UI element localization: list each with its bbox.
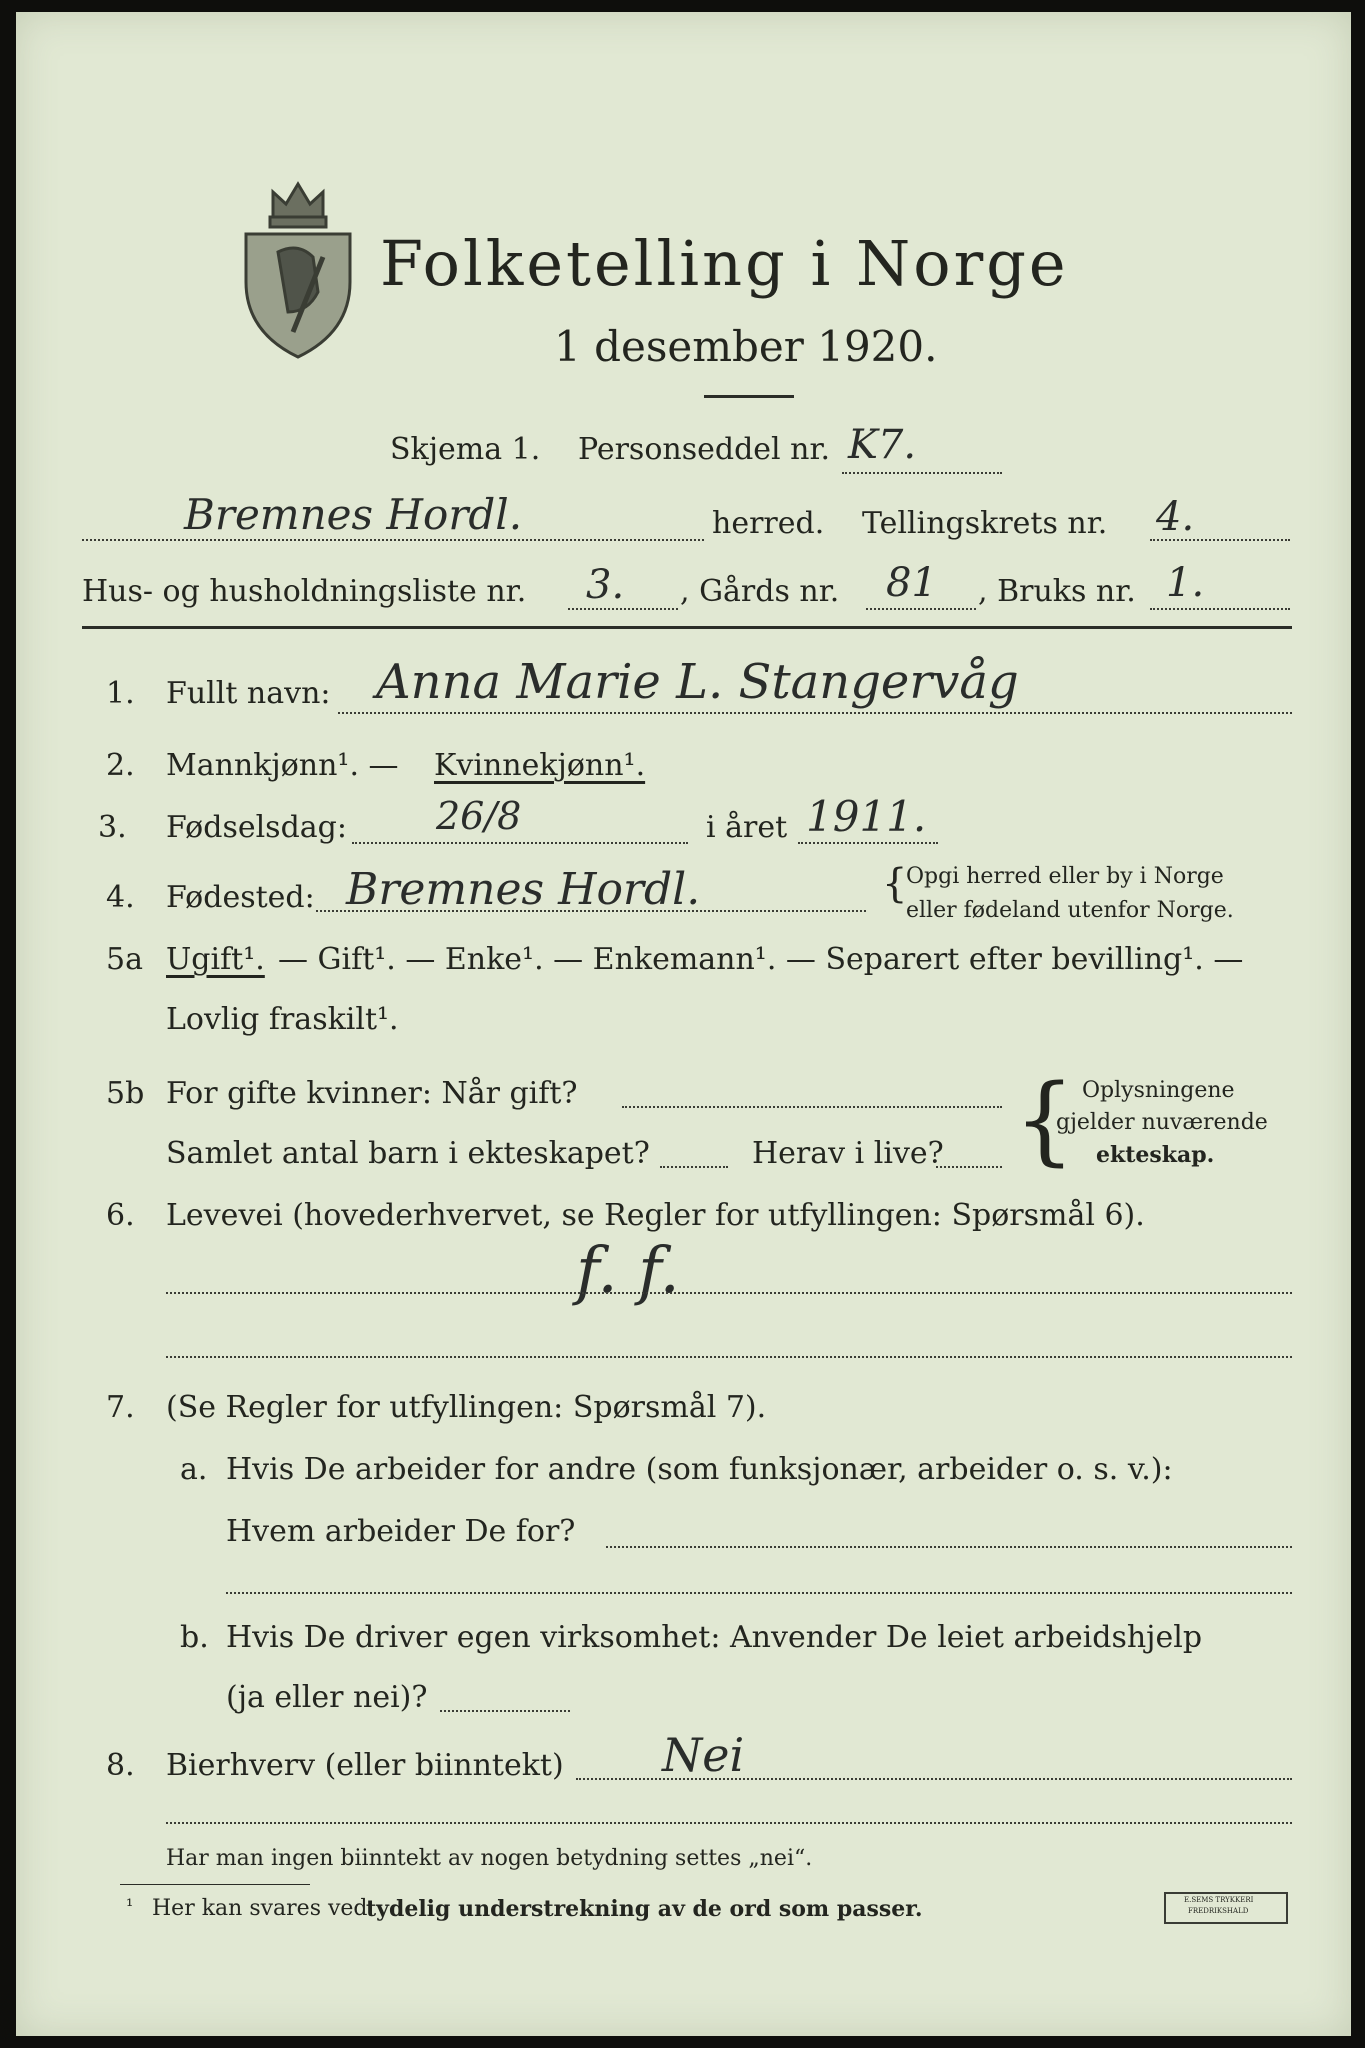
q5b-number: 5b: [106, 1076, 145, 1111]
marriage-note-2: gjelder nuværende: [1056, 1110, 1268, 1135]
printer-stamp: [1164, 1892, 1288, 1924]
secondary-income-label: Bierhverv (eller biinntekt): [166, 1748, 564, 1783]
employer-label: Hvem arbeider De for?: [226, 1514, 576, 1549]
q1-number: 1.: [106, 676, 135, 711]
q3-label: Fødselsdag:: [166, 810, 347, 845]
herred-label: herred.: [712, 506, 825, 541]
gards-label: , Gårds nr.: [680, 574, 840, 609]
occupation-field-1: [166, 1292, 1292, 1294]
birthplace-value: Bremnes Hordl.: [346, 864, 701, 915]
title-divider: [704, 395, 794, 398]
printer-stamp-line-1: E.SEMS TRYKKERI: [1184, 1896, 1254, 1904]
year-label: i året: [706, 810, 788, 845]
tellingskrets-label: Tellingskrets nr.: [862, 506, 1108, 541]
children-field: [660, 1166, 728, 1168]
birth-year-value: 1911.: [806, 792, 927, 841]
employer-field-2: [226, 1592, 1292, 1594]
occupation-field-2: [166, 1356, 1292, 1358]
bruks-label: , Bruks nr.: [978, 574, 1136, 609]
tellingskrets-value: 4.: [1156, 494, 1195, 540]
husliste-label: Hus- og husholdningsliste nr.: [82, 574, 527, 609]
marriage-note-3: ekteskap.: [1096, 1142, 1215, 1168]
herred-field: [82, 539, 704, 541]
unmarried-option-underlined: Ugift¹.: [166, 942, 265, 977]
full-name-field: [338, 712, 1292, 714]
q7a-question: Hvis De arbeider for andre (som funksjonær, arbeider o. s. v.):: [226, 1452, 1173, 1487]
children-label: Samlet antal barn i ekteskapet?: [166, 1136, 650, 1171]
secondary-income-field-2: [166, 1822, 1292, 1824]
census-date: 1 desember 1920.: [554, 322, 938, 371]
secondary-income-value: Nei: [662, 1728, 745, 1782]
census-form-page: [16, 12, 1351, 2036]
q5a-number: 5a: [106, 942, 143, 977]
bruks-value: 1.: [1166, 560, 1205, 606]
footnote-mark: ¹: [126, 1896, 134, 1917]
form-title: Folketelling i Norge: [380, 227, 1069, 300]
q7b-letter: b.: [180, 1620, 209, 1655]
husliste-value: 3.: [586, 562, 625, 608]
female-option-underlined: Kvinnekjønn¹.: [434, 748, 646, 783]
norway-coat-of-arms-icon: [228, 162, 368, 362]
q7-label: (Se Regler for utfyllingen: Spørsmål 7).: [166, 1390, 767, 1425]
personseddel-value: K7.: [848, 422, 917, 468]
q7-number: 7.: [106, 1390, 135, 1425]
alive-field: [936, 1166, 1002, 1168]
q4-label: Fødested:: [166, 880, 315, 915]
header-divider: [82, 626, 1292, 629]
footnote-text: Her kan svares ved: [152, 1896, 368, 1921]
q2-number: 2.: [106, 748, 135, 783]
gards-value: 81: [886, 560, 937, 606]
tellingskrets-field: [1150, 539, 1290, 541]
personseddel-field: [842, 472, 1002, 474]
gards-field: [866, 608, 976, 610]
employer-field: [606, 1546, 1292, 1548]
birth-day-field: [352, 842, 688, 844]
q3-number: 3.: [98, 810, 127, 845]
birthplace-field: [316, 910, 866, 912]
marriage-note-1: Oplysningene: [1082, 1078, 1235, 1103]
secondary-income-field: [576, 1778, 1292, 1780]
occupation-label: Levevei (hovederhvervet, se Regler for utfyllingen: Spørsmål 6).: [166, 1198, 1145, 1233]
q8-number: 8.: [106, 1748, 135, 1783]
alive-label: Herav i live?: [752, 1136, 944, 1171]
q7a-letter: a.: [180, 1452, 208, 1487]
q4-number: 4.: [106, 880, 135, 915]
married-when-field: [622, 1106, 1002, 1108]
q1-label: Fullt navn:: [166, 676, 331, 711]
printer-stamp-line-2: FREDRIKSHALD: [1188, 1907, 1249, 1915]
birthplace-brace: {: [882, 861, 908, 907]
skjema-label: Skjema 1.: [390, 432, 541, 467]
marriage-brace: {: [1014, 1064, 1076, 1176]
secondary-income-note: Har man ingen biinntekt av nogen betydning settes „nei“.: [166, 1846, 813, 1871]
birthplace-note-1: Opgi herred eller by i Norge: [906, 864, 1224, 889]
marital-options: — Gift¹. — Enke¹. — Enkemann¹. — Separert efter bevilling¹. —: [278, 942, 1244, 977]
hired-help-field: [440, 1710, 570, 1712]
male-option: Mannkjønn¹. —: [166, 748, 399, 783]
q6-number: 6.: [106, 1198, 135, 1233]
footnote-bold-text: tydelig understrekning av de ord som passer.: [366, 1896, 923, 1922]
bruks-field: [1150, 608, 1290, 610]
birth-year-field: [798, 842, 938, 844]
full-name-value: Anna Marie L. Stangervåg: [376, 654, 1019, 710]
hired-help-label: (ja eller nei)?: [226, 1680, 428, 1715]
birth-day-value: 26/8: [436, 794, 522, 838]
birthplace-note-2: eller fødeland utenfor Norge.: [906, 898, 1234, 923]
personseddel-label: Personseddel nr.: [578, 432, 831, 467]
divorced-option: Lovlig fraskilt¹.: [166, 1002, 399, 1037]
husliste-field: [568, 608, 678, 610]
footnote-divider: [120, 1884, 310, 1885]
married-when-label: For gifte kvinner: Når gift?: [166, 1076, 578, 1111]
herred-value: Bremnes Hordl.: [184, 490, 523, 539]
occupation-value: f. f.: [576, 1234, 680, 1308]
q7b-question: Hvis De driver egen virksomhet: Anvender De leiet arbeidshjelp: [226, 1620, 1203, 1655]
